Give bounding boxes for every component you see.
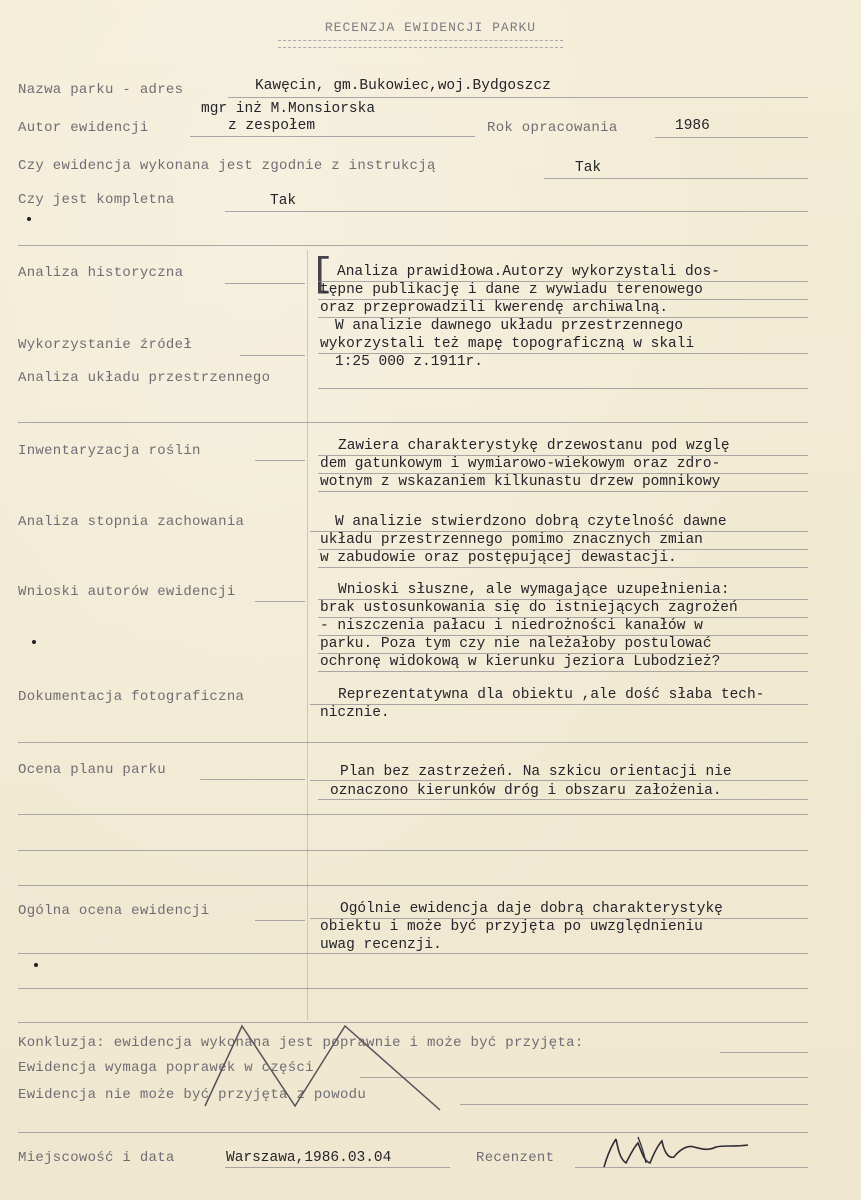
- inventory-label-line: [255, 460, 305, 461]
- park-name-label: Nazwa parku - adres: [18, 82, 184, 98]
- photo-line-2: [18, 742, 808, 743]
- instruction-value: Tak: [575, 160, 602, 176]
- year-label: Rok opracowania: [487, 120, 618, 136]
- conclusions-line-4: [318, 653, 808, 654]
- historical-text-1: Analiza prawidłowa.Autorzy wykorzystali dos-: [337, 264, 720, 280]
- year-value: 1986: [675, 118, 710, 134]
- place-date-label: Miejscowość i data: [18, 1150, 175, 1166]
- inventory-text-3: wotnym z wskazaniem kilkunastu drzew pomnikowy: [320, 474, 721, 490]
- plan-line-3: [18, 814, 808, 815]
- instruction-label: Czy ewidencja wykonana jest zgodnie z instrukcją: [18, 158, 436, 174]
- conclusions-label: Wnioski autorów ewidencji: [18, 584, 236, 600]
- plan-line-5: [18, 885, 808, 886]
- plan-label: Ocena planu parku: [18, 762, 166, 778]
- historical-line-1: [318, 281, 808, 282]
- conclusions-label-line: [255, 601, 305, 602]
- sources-line-1: [318, 353, 808, 354]
- title-underline: [278, 40, 563, 48]
- conclusion-line-1: Konkluzja: ewidencja wykonana jest poprawnie i może być przyjęta:: [18, 1035, 584, 1051]
- conclusions-text-5: ochronę widokową w kierunku jeziora Lubodzież?: [320, 654, 721, 670]
- preservation-line-1: [310, 531, 808, 532]
- conclusion-line-3: Ewidencja nie może być przyjęta z powodu: [18, 1087, 367, 1103]
- instruction-line: [544, 178, 808, 179]
- park-name-line: [228, 97, 808, 98]
- author-label: Autor ewidencji: [18, 120, 149, 136]
- photo-text-1: Reprezentatywna dla obiektu ,ale dość słaba tech-: [338, 687, 765, 703]
- sources-line-2: [318, 388, 808, 389]
- spatial-line: [18, 422, 808, 423]
- photo-label: Dokumentacja fotograficzna: [18, 689, 245, 705]
- conclusions-text-3: - niszczenia pałacu i niedrożności kanałów w: [320, 618, 703, 634]
- preservation-label: Analiza stopnia zachowania: [18, 514, 245, 530]
- spatial-label: Analiza układu przestrzennego: [18, 370, 271, 386]
- conclusion-rule-3: [460, 1104, 808, 1105]
- general-line-3: [18, 988, 808, 989]
- historical-text-2: tępne publikację i dane z wywiadu terenowego: [320, 282, 703, 298]
- preservation-line-2: [318, 549, 808, 550]
- place-date-value: Warszawa,1986.03.04: [226, 1150, 392, 1166]
- place-date-line: [225, 1167, 450, 1168]
- complete-line: [225, 211, 808, 212]
- inventory-line-3: [318, 491, 808, 492]
- general-label: Ogólna ocena ewidencji: [18, 903, 210, 919]
- bracket-mark: [: [310, 253, 335, 298]
- preservation-text-3: w zabudowie oraz postępującej dewastacji.: [320, 550, 677, 566]
- inventory-text-1: Zawiera charakterystykę drzewostanu pod wzglę: [338, 438, 730, 454]
- historical-label: Analiza historyczna: [18, 265, 184, 281]
- general-line-1: [310, 918, 808, 919]
- photo-line-1: [310, 704, 808, 705]
- author-value-2: z zespołem: [228, 118, 316, 134]
- conclusions-line-3: [318, 635, 808, 636]
- historical-line-2: [318, 299, 808, 300]
- sources-text-3: 1:25 000 z.1911r.: [335, 354, 483, 370]
- conclusions-text-2: brak ustosunkowania się do istniejących zagrożeń: [320, 600, 738, 616]
- historical-label-line: [225, 283, 305, 284]
- complete-value: Tak: [270, 193, 297, 209]
- strikethrough-mark: [200, 1018, 470, 1118]
- sources-label: Wykorzystanie źródeł: [18, 337, 193, 353]
- preservation-text-1: W analizie stwierdzono dobrą czytelność dawne: [335, 514, 727, 530]
- conclusions-text-4: parku. Poza tym czy nie należałoby postulować: [320, 636, 712, 652]
- document-title: RECENZJA EWIDENCJI PARKU: [324, 20, 537, 35]
- conclusions-line-1: [318, 599, 808, 600]
- park-name-value: Kawęcin, gm.Bukowiec,woj.Bydgoszcz: [255, 78, 551, 94]
- plan-line-2: [318, 799, 808, 800]
- conclusions-text-1: Wnioski słuszne, ale wymagające uzupełnienia:: [338, 582, 730, 598]
- conclusions-line-2: [318, 617, 808, 618]
- complete-label: Czy jest kompletna: [18, 192, 175, 208]
- reviewer-label: Recenzent: [476, 1150, 555, 1166]
- conclusion-rule-1: [720, 1052, 808, 1053]
- photo-text-2: nicznie.: [320, 705, 390, 721]
- margin-dot: [27, 217, 31, 221]
- plan-text-1: Plan bez zastrzeżeń. Na szkicu orientacji nie: [340, 764, 732, 780]
- plan-text-2: oznaczono kierunków dróg i obszaru założenia.: [330, 783, 722, 799]
- separator-line: [18, 245, 808, 246]
- historical-text-3: oraz przeprowadzili kwerendę archiwalną.: [320, 300, 669, 316]
- plan-label-line: [200, 779, 305, 780]
- general-text-1: Ogólnie ewidencja daje dobrą charakterystykę: [340, 901, 723, 917]
- author-value-1: mgr inż M.Monsiorska: [201, 101, 376, 117]
- author-line: [190, 136, 475, 137]
- inventory-text-2: dem gatunkowym i wymiarowo-wiekowym oraz zdro-: [320, 456, 721, 472]
- conclusions-line-5: [318, 671, 808, 672]
- sources-text-2: wykorzystali też mapę topograficzną w skali: [320, 336, 695, 352]
- inventory-line-1: [318, 455, 808, 456]
- inventory-line-2: [318, 473, 808, 474]
- inventory-label: Inwentaryzacja roślin: [18, 443, 201, 459]
- conclusion-line-2: Ewidencja wymaga poprawek w części: [18, 1060, 314, 1076]
- preservation-line-3: [318, 567, 808, 568]
- margin-dot: [34, 963, 38, 967]
- sources-text-1: W analizie dawnego układu przestrzennego: [335, 318, 684, 334]
- general-text-3: uwag recenzji.: [320, 937, 442, 953]
- column-divider: [307, 250, 308, 1020]
- sources-label-line: [240, 355, 305, 356]
- general-text-2: obiektu i może być przyjęta po uwzględnieniu: [320, 919, 703, 935]
- general-label-line: [255, 920, 305, 921]
- general-line-2: [18, 953, 808, 954]
- plan-line-4: [18, 850, 808, 851]
- preservation-text-2: układu przestrzennego pomimo znacznych zmian: [320, 532, 703, 548]
- plan-line-1: [310, 780, 808, 781]
- reviewer-signature: [598, 1133, 758, 1173]
- margin-dot: [32, 640, 36, 644]
- year-line: [655, 137, 808, 138]
